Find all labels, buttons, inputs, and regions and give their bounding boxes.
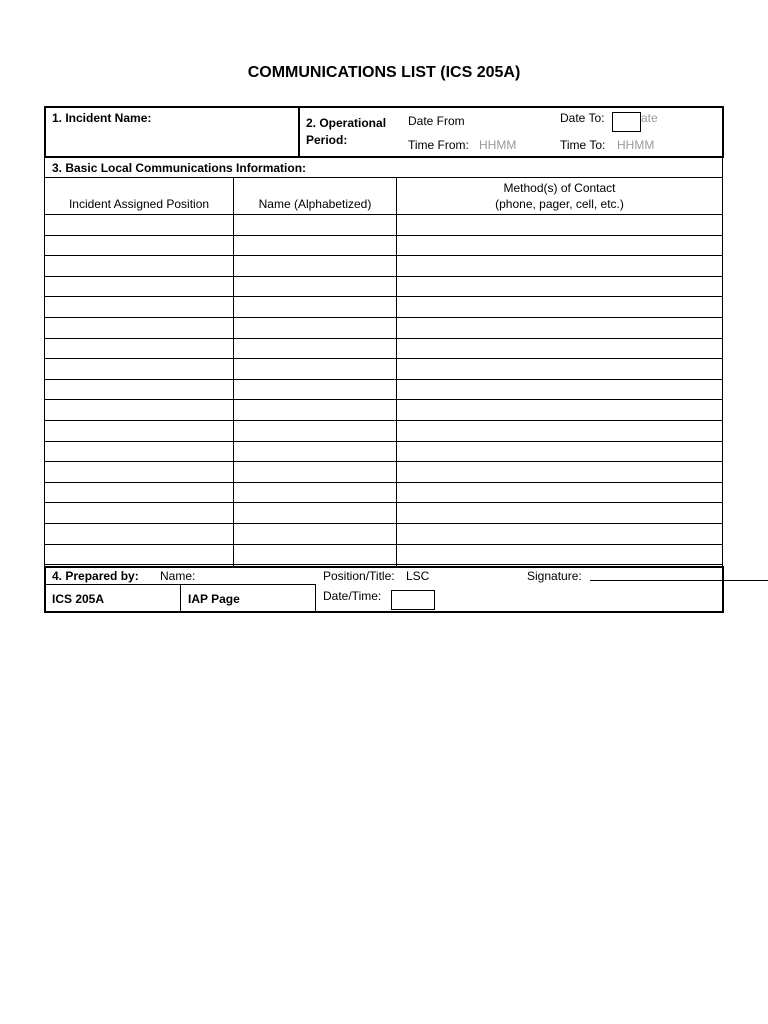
header-divider [298, 106, 300, 157]
position-cell[interactable] [45, 256, 233, 276]
name-cell[interactable] [234, 380, 396, 400]
form-code-label: ICS 205A [52, 592, 105, 606]
position-cell[interactable] [45, 318, 233, 338]
name-cell[interactable] [234, 256, 396, 276]
position-cell[interactable] [45, 339, 233, 359]
name-cell[interactable] [234, 318, 396, 338]
position-title-label: Position/Title: [323, 569, 395, 583]
signature-line[interactable] [590, 580, 768, 581]
col3-header-line2: (phone, pager, cell, etc.) [495, 197, 624, 211]
time-to-label: Time To: [560, 138, 606, 152]
name-cell[interactable] [234, 503, 396, 523]
col2-header: Name (Alphabetized) [258, 197, 372, 211]
position-cell[interactable] [45, 462, 233, 482]
prepared-by-label: 4. Prepared by: [52, 569, 139, 583]
position-cell[interactable] [45, 545, 233, 565]
date-to-label: Date To: [560, 111, 605, 125]
position-cell[interactable] [45, 442, 233, 462]
date-time-label: Date/Time: [323, 589, 382, 603]
table-row-line [44, 564, 723, 565]
operational-period-label-2: Period: [306, 133, 348, 147]
name-cell[interactable] [234, 277, 396, 297]
contact-method-cell[interactable] [397, 483, 722, 503]
footer-divider-2 [315, 584, 316, 612]
time-from-label: Time From: [408, 138, 469, 152]
position-cell[interactable] [45, 236, 233, 256]
time-from-placeholder[interactable]: HHMM [479, 138, 517, 152]
contact-method-cell[interactable] [397, 380, 722, 400]
contact-method-cell[interactable] [397, 442, 722, 462]
iap-page-label: IAP Page [188, 592, 240, 606]
contact-method-cell[interactable] [397, 545, 722, 565]
contact-method-cell[interactable] [397, 359, 722, 379]
name-cell[interactable] [234, 339, 396, 359]
col1-header: Incident Assigned Position [68, 197, 210, 211]
table-right-border [722, 156, 723, 568]
form-title: COMMUNICATIONS LIST (ICS 205A) [247, 64, 521, 81]
date-time-field[interactable] [391, 590, 435, 610]
contact-method-cell[interactable] [397, 503, 722, 523]
name-cell[interactable] [234, 215, 396, 235]
name-cell[interactable] [234, 524, 396, 544]
name-label: Name: [160, 569, 196, 583]
position-title-value[interactable]: LSC [406, 569, 430, 583]
incident-name-label: 1. Incident Name: [52, 111, 152, 125]
contact-method-cell[interactable] [397, 256, 722, 276]
date-to-field[interactable] [612, 112, 641, 132]
incident-name-field[interactable] [52, 127, 292, 151]
time-to-placeholder[interactable]: HHMM [617, 138, 655, 152]
operational-period-label-1: 2. Operational [306, 116, 387, 130]
name-cell[interactable] [234, 483, 396, 503]
name-cell[interactable] [234, 545, 396, 565]
name-cell[interactable] [234, 421, 396, 441]
contact-method-cell[interactable] [397, 339, 722, 359]
position-cell[interactable] [45, 483, 233, 503]
section3-bottom-line [44, 177, 723, 178]
name-cell[interactable] [234, 297, 396, 317]
date-to-placeholder: ate [641, 111, 658, 125]
contact-method-cell[interactable] [397, 524, 722, 544]
name-cell[interactable] [234, 236, 396, 256]
name-cell[interactable] [234, 359, 396, 379]
contact-method-cell[interactable] [397, 236, 722, 256]
position-cell[interactable] [45, 524, 233, 544]
contact-method-cell[interactable] [397, 318, 722, 338]
date-from-label: Date From [408, 114, 465, 128]
col3-header-line1: Method(s) of Contact [503, 181, 616, 195]
position-cell[interactable] [45, 215, 233, 235]
contact-method-cell[interactable] [397, 277, 722, 297]
section3-label: 3. Basic Local Communications Information: [52, 161, 307, 175]
name-cell[interactable] [234, 400, 396, 420]
contact-method-cell[interactable] [397, 421, 722, 441]
contact-method-cell[interactable] [397, 215, 722, 235]
name-cell[interactable] [234, 462, 396, 482]
contact-method-cell[interactable] [397, 462, 722, 482]
footer-divider-1 [180, 584, 181, 612]
position-cell[interactable] [45, 297, 233, 317]
position-cell[interactable] [45, 380, 233, 400]
name-cell[interactable] [234, 442, 396, 462]
position-cell[interactable] [45, 503, 233, 523]
contact-method-cell[interactable] [397, 297, 722, 317]
position-cell[interactable] [45, 359, 233, 379]
position-cell[interactable] [45, 277, 233, 297]
position-cell[interactable] [45, 421, 233, 441]
contact-method-cell[interactable] [397, 400, 722, 420]
position-cell[interactable] [45, 400, 233, 420]
signature-label: Signature: [527, 569, 582, 583]
